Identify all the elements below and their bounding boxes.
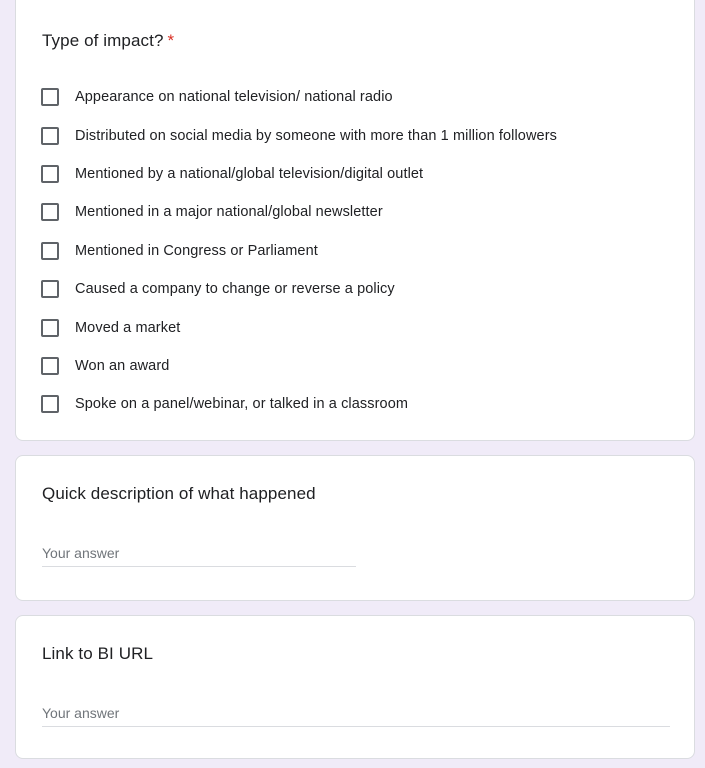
checkbox[interactable]	[41, 280, 59, 298]
checkbox-option[interactable]	[41, 270, 557, 308]
question-title-text: Type of impact?	[42, 31, 164, 50]
checkbox[interactable]	[41, 88, 59, 106]
question-card-bi-url	[15, 615, 695, 759]
checkbox-option[interactable]	[41, 193, 557, 231]
checkbox-option-label[interactable]: Appearance on national television/ national radio	[75, 89, 393, 106]
checkbox[interactable]	[41, 165, 59, 183]
bi-url-input[interactable]	[42, 700, 670, 726]
checkbox-option[interactable]	[41, 385, 557, 423]
checkbox-option[interactable]	[41, 78, 557, 116]
short-answer-field[interactable]	[42, 540, 356, 567]
checkbox-option-label[interactable]: Mentioned in a major national/global newsletter	[75, 204, 383, 221]
checkbox-option-label[interactable]: Distributed on social media by someone with more than 1 million followers	[75, 127, 557, 144]
short-answer-field[interactable]	[42, 700, 670, 727]
checkbox-options-list	[41, 78, 557, 424]
checkbox-option-label[interactable]: Won an award	[75, 357, 170, 374]
checkbox-option[interactable]	[41, 232, 557, 270]
question-title	[42, 30, 174, 52]
checkbox-option-label[interactable]: Mentioned by a national/global television/digital outlet	[75, 165, 424, 182]
checkbox-option[interactable]	[41, 308, 557, 346]
description-input[interactable]	[42, 540, 356, 566]
checkbox-option-label[interactable]: Moved a market	[75, 319, 181, 336]
checkbox[interactable]	[41, 203, 59, 221]
checkbox-option[interactable]	[41, 116, 557, 154]
question-title: Link to BI URL	[42, 644, 154, 663]
question-card-description	[15, 455, 695, 601]
checkbox[interactable]	[41, 395, 59, 413]
question-title: Quick description of what happened	[42, 484, 316, 503]
checkbox[interactable]	[41, 127, 59, 145]
required-asterisk: *	[167, 31, 175, 50]
checkbox-option-label[interactable]: Caused a company to change or reverse a policy	[75, 281, 395, 298]
checkbox-option-label[interactable]: Mentioned in Congress or Parliament	[75, 242, 318, 259]
checkbox-option-label[interactable]: Spoke on a panel/webinar, or talked in a classroom	[75, 396, 409, 413]
checkbox[interactable]	[41, 357, 59, 375]
checkbox[interactable]	[41, 319, 59, 337]
checkbox[interactable]	[41, 242, 59, 260]
checkbox-option[interactable]	[41, 347, 557, 385]
checkbox-option[interactable]	[41, 155, 557, 193]
question-card-type-of-impact	[15, 0, 695, 441]
